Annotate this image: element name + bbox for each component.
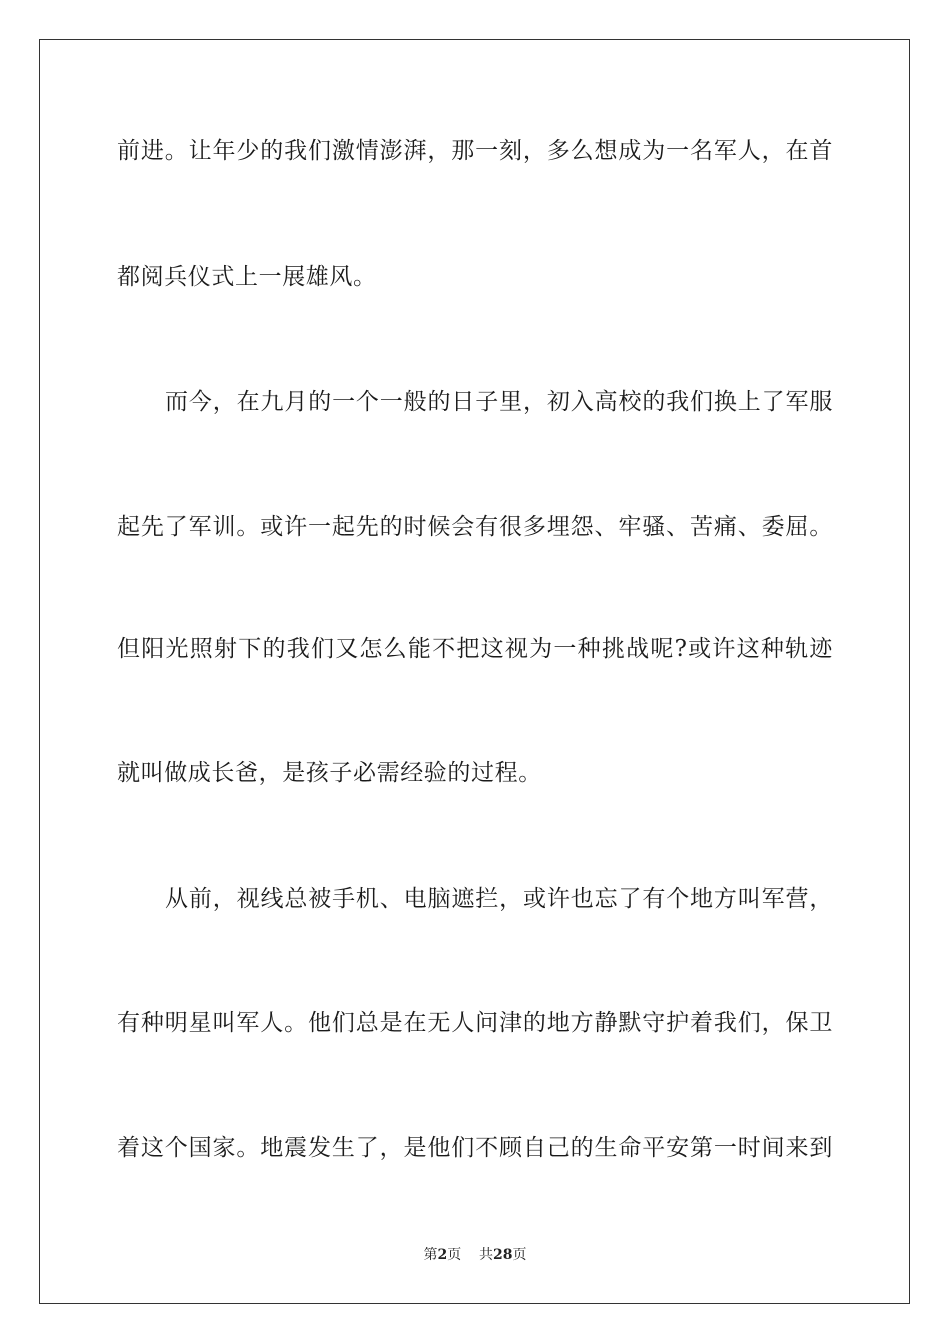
page-footer [0, 1246, 950, 1264]
text-line: 但阳光照射下的我们又怎么能不把这视为一种挑战呢?或许这种轨迹 [117, 636, 833, 662]
page-number: 2 [437, 1247, 448, 1263]
page-label-suffix: 页 [447, 1247, 462, 1263]
page-border [39, 39, 910, 1304]
text-line: 前进。让年少的我们激情澎湃，那一刻，多么想成为一名军人，在首 [117, 138, 833, 164]
text-line: 着这个国家。地震发生了，是他们不顾自己的生命平安第一时间来到 [117, 1135, 833, 1161]
total-label-prefix: 共 [479, 1247, 494, 1263]
text-line: 有种明星叫军人。他们总是在无人问津的地方静默守护着我们，保卫 [117, 1010, 833, 1036]
text-line: 起先了军训。或许一起先的时候会有很多埋怨、牢骚、苦痛、委屈。 [117, 514, 833, 540]
page-label-prefix: 第 [423, 1247, 438, 1263]
total-pages: 28 [493, 1247, 513, 1263]
text-line: 都阅兵仪式上一展雄风。 [117, 264, 377, 290]
total-label-suffix: 页 [512, 1247, 527, 1263]
text-line: 就叫做成长爸，是孩子必需经验的过程。 [117, 760, 542, 786]
paragraph-first-line: 从前，视线总被手机、电脑遮拦，或许也忘了有个地方叫军营， [165, 886, 833, 912]
paragraph-first-line: 而今，在九月的一个一般的日子里，初入高校的我们换上了军服 [165, 389, 833, 415]
